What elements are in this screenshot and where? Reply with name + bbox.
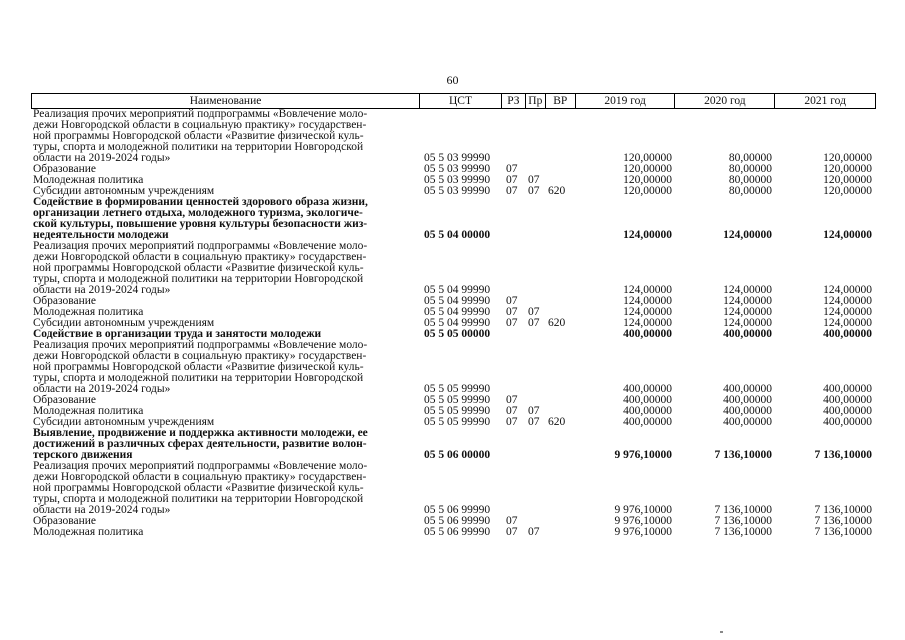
row-2020: 7 136,10000 (714, 449, 772, 461)
row-pr: 07 (528, 306, 540, 318)
table-header (31, 93, 876, 109)
row-name: Молодежная политика (33, 174, 144, 186)
row-2021: 7 136,10000 (814, 449, 872, 461)
row-cst: 05 5 05 99990 (424, 416, 491, 428)
budget-table (31, 93, 876, 538)
header-name: Наименование (32, 94, 420, 108)
row-name: Реализация прочих мероприятий подпрограммы «Вовлечение моло- дежи Новгородской области в социальную практику» государствен- ной программы Новгородской области «Развитие физической куль- туры, спорта и молодежной политики на территории Новгородской области на 2019-2024 годы» (33, 339, 368, 395)
row-2021: 120,00000 (823, 163, 872, 175)
row-2021: 124,00000 (823, 306, 872, 318)
row-pr: 07 (528, 526, 540, 538)
row-2019: 9 976,10000 (614, 504, 672, 516)
table-row (31, 109, 876, 164)
row-2020: 124,00000 (723, 295, 772, 307)
row-2020: 124,00000 (723, 317, 772, 329)
header-vr: ВР (546, 94, 576, 108)
row-2021: 120,00000 (823, 185, 872, 197)
row-2019: 400,00000 (623, 394, 672, 406)
row-name: Субсидии автономным учреждениям (33, 317, 215, 329)
row-cst: 05 5 05 99990 (424, 383, 491, 395)
row-2019: 9 976,10000 (614, 515, 672, 527)
row-2019: 124,00000 (623, 317, 672, 329)
row-cst: 05 5 04 00000 (424, 229, 491, 241)
table-row (31, 428, 876, 461)
row-2020: 7 136,10000 (714, 515, 772, 527)
row-2020: 80,00000 (728, 174, 772, 186)
row-rz: 07 (506, 394, 518, 406)
row-name: Образование (33, 295, 97, 307)
row-cst: 05 5 03 99990 (424, 152, 491, 164)
row-2020: 80,00000 (728, 185, 772, 197)
row-2020: 124,00000 (723, 229, 772, 241)
row-2020: 80,00000 (728, 163, 772, 175)
row-cst: 05 5 03 99990 (424, 163, 491, 175)
header-2021: 2021 год (804, 95, 846, 107)
row-cst: 05 5 06 99990 (424, 504, 491, 516)
row-name: Реализация прочих мероприятий подпрограммы «Вовлечение моло- дежи Новгородской области в социальную практику» государствен- ной программы Новгородской области «Развитие физической куль- туры, спорта и молодежной политики на территории Новгородской области на 2019-2024 годы» (33, 460, 368, 516)
row-2020: 400,00000 (723, 416, 772, 428)
row-name: Образование (33, 515, 97, 527)
row-pr: 07 (528, 174, 540, 186)
row-2019: 124,00000 (623, 306, 672, 318)
row-2021: 120,00000 (823, 152, 872, 164)
row-2021: 7 136,10000 (814, 526, 872, 538)
row-2019: 120,00000 (623, 174, 672, 186)
header-2020: 2020 год (675, 94, 775, 108)
header-2019: 2019 год (576, 94, 676, 108)
row-cst: 05 5 04 99990 (424, 317, 491, 329)
page-number: 60 (446, 73, 459, 87)
row-2021: 124,00000 (823, 317, 872, 329)
row-2021: 400,00000 (823, 394, 872, 406)
row-2019: 400,00000 (623, 405, 672, 417)
row-2019: 124,00000 (623, 284, 672, 296)
row-2019: 9 976,10000 (614, 526, 672, 538)
row-2021: 124,00000 (823, 229, 872, 241)
row-rz: 07 (506, 405, 518, 417)
row-vr: 620 (548, 185, 566, 197)
row-cst: 05 5 05 99990 (424, 405, 491, 417)
table-body (31, 109, 876, 538)
row-cst: 05 5 06 99990 (424, 515, 491, 527)
row-rz: 07 (506, 526, 518, 538)
row-name: Субсидии автономным учреждениям (33, 185, 215, 197)
row-2019: 120,00000 (623, 185, 672, 197)
table-row (31, 197, 876, 241)
row-name: Содействие в формировании ценностей здорового образа жизни, организации летнего отдыха, молодежного туризма, экологиче- ской культуры, повышение уровня культуры безопасности жиз- недеятельности молодежи (33, 196, 368, 241)
row-name: Выявление, продвижение и поддержка активности молодежи, ее достижений в различных сферах деятельности, развитие волон- терского движения (33, 427, 368, 461)
row-2021: 120,00000 (823, 174, 872, 186)
row-2021: 124,00000 (823, 295, 872, 307)
row-2020: 80,00000 (728, 152, 772, 164)
row-name: Образование (33, 394, 97, 406)
header-cst: ЦСТ (420, 94, 502, 108)
row-rz: 07 (506, 185, 518, 197)
row-cst: 05 5 05 00000 (424, 328, 491, 340)
row-rz: 07 (506, 416, 518, 428)
row-2021: 400,00000 (823, 416, 872, 428)
row-2020: 7 136,10000 (714, 526, 772, 538)
row-rz: 07 (506, 174, 518, 186)
row-2019: 120,00000 (623, 163, 672, 175)
row-pr: 07 (528, 405, 540, 417)
row-vr: 620 (548, 416, 566, 428)
row-rz: 07 (506, 306, 518, 318)
row-2019: 9 976,10000 (614, 449, 672, 461)
row-2020: 400,00000 (723, 328, 772, 340)
row-2020: 400,00000 (723, 394, 772, 406)
row-2019: 124,00000 (623, 295, 672, 307)
header-pr: Пр (526, 94, 546, 108)
row-rz: 07 (506, 515, 518, 527)
row-name: Образование (33, 163, 97, 175)
row-pr: 07 (528, 416, 540, 428)
row-2019: 120,00000 (623, 152, 672, 164)
row-2020: 124,00000 (723, 284, 772, 296)
row-pr: 07 (528, 317, 540, 329)
row-name: Содействие в организации труда и занятости молодежи (33, 328, 322, 340)
row-rz: 07 (506, 163, 518, 175)
row-2019: 124,00000 (623, 229, 672, 241)
row-pr: 07 (528, 185, 540, 197)
row-2019: 400,00000 (623, 416, 672, 428)
row-2020: 400,00000 (723, 383, 772, 395)
row-2020: 7 136,10000 (714, 504, 772, 516)
table-row (31, 527, 876, 538)
row-2021: 400,00000 (823, 405, 872, 417)
scan-mark (720, 631, 723, 633)
row-cst: 05 5 04 99990 (424, 306, 491, 318)
row-2021: 400,00000 (823, 328, 872, 340)
row-2019: 400,00000 (623, 383, 672, 395)
row-2021: 400,00000 (823, 383, 872, 395)
row-name: Реализация прочих мероприятий подпрограммы «Вовлечение моло- дежи Новгородской области в социальную практику» государствен- ной программы Новгородской области «Развитие физической куль- туры, спорта и молодежной политики на территории Новгородской области на 2019-2024 годы» (33, 108, 368, 164)
row-rz: 07 (506, 295, 518, 307)
row-2021: 7 136,10000 (814, 515, 872, 527)
row-cst: 05 5 04 99990 (424, 295, 491, 307)
row-cst: 05 5 06 99990 (424, 526, 491, 538)
row-cst: 05 5 04 99990 (424, 284, 491, 296)
table-row (31, 340, 876, 395)
row-2020: 400,00000 (723, 405, 772, 417)
table-row (31, 241, 876, 296)
row-2020: 124,00000 (723, 306, 772, 318)
row-cst: 05 5 06 00000 (424, 449, 491, 461)
header-rz: РЗ (502, 94, 526, 108)
row-rz: 07 (506, 317, 518, 329)
row-name: Субсидии автономным учреждениям (33, 416, 215, 428)
row-name: Молодежная политика (33, 526, 144, 538)
row-vr: 620 (548, 317, 566, 329)
row-name: Молодежная политика (33, 405, 144, 417)
row-cst: 05 5 03 99990 (424, 174, 491, 186)
row-2021: 124,00000 (823, 284, 872, 296)
row-2021: 7 136,10000 (814, 504, 872, 516)
row-cst: 05 5 05 99990 (424, 394, 491, 406)
row-2019: 400,00000 (623, 328, 672, 340)
row-cst: 05 5 03 99990 (424, 185, 491, 197)
row-name: Реализация прочих мероприятий подпрограммы «Вовлечение моло- дежи Новгородской области в социальную практику» государствен- ной программы Новгородской области «Развитие физической куль- туры, спорта и молодежной политики на территории Новгородской области на 2019-2024 годы» (33, 240, 368, 296)
row-name: Молодежная политика (33, 306, 144, 318)
table-row (31, 461, 876, 516)
